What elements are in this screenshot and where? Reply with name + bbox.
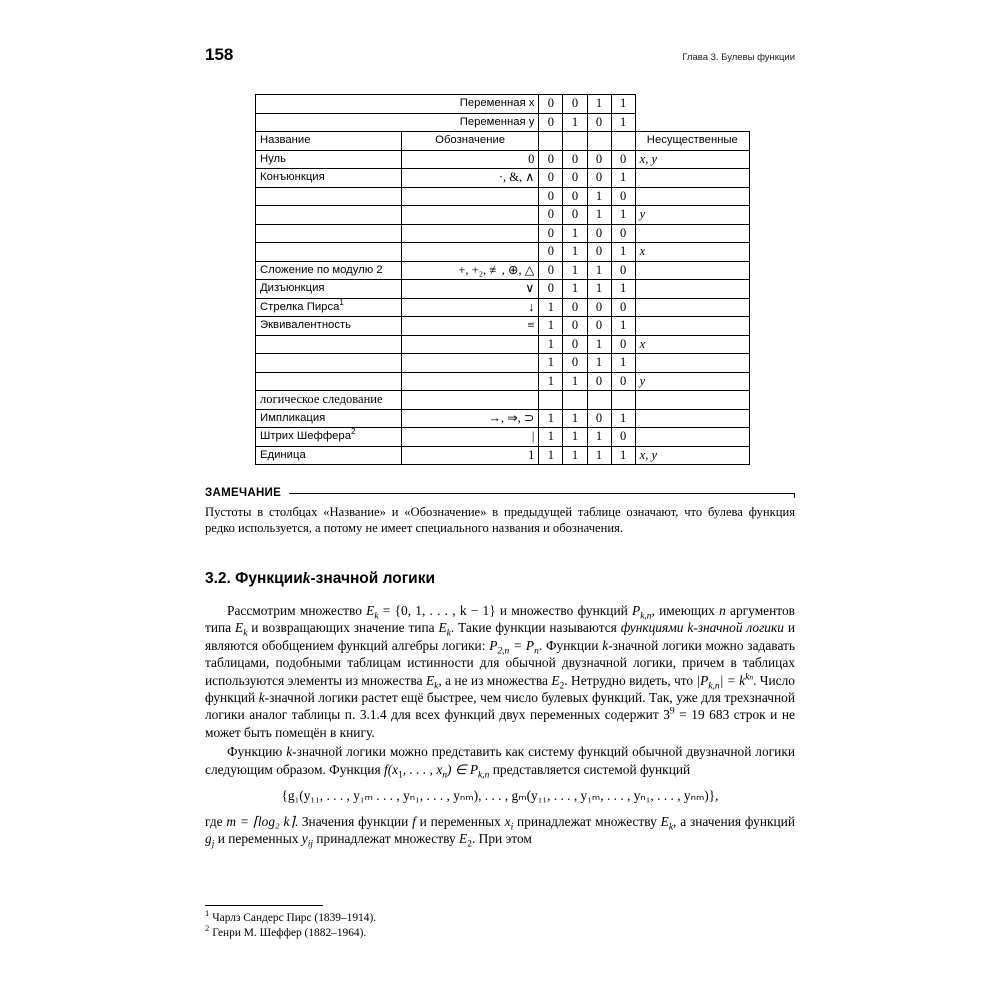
nonessential-vars bbox=[635, 261, 749, 280]
footnote-number: 2 bbox=[205, 923, 210, 934]
function-designation bbox=[401, 206, 539, 225]
paragraph-1 bbox=[205, 602, 795, 741]
math-sub: n bbox=[534, 646, 539, 657]
function-name bbox=[256, 243, 402, 262]
function-designation bbox=[401, 224, 539, 243]
function-name: Эквивалентность bbox=[256, 317, 402, 336]
remark-block bbox=[205, 487, 795, 536]
footnote-marker-2: 2 bbox=[350, 427, 356, 437]
footnote-text: Генри М. Шеффер (1882–1964). bbox=[212, 927, 367, 939]
math-run: , . . . , x bbox=[402, 761, 443, 777]
header-variable-x: Переменная x bbox=[256, 95, 539, 114]
math-sub: 2 bbox=[559, 681, 565, 692]
table-row bbox=[256, 354, 750, 373]
value-bit: 1 bbox=[611, 409, 635, 428]
function-name bbox=[256, 224, 402, 243]
text-run: . Число функций bbox=[205, 672, 795, 706]
math-run: = 19 683 bbox=[674, 707, 730, 723]
function-name: Нуль bbox=[256, 150, 402, 169]
math-sup: k bbox=[745, 672, 750, 683]
value-bit: 0 bbox=[611, 261, 635, 280]
value-bit: 0 bbox=[563, 317, 587, 336]
value-bit: 0 bbox=[539, 261, 563, 280]
remark-header bbox=[205, 487, 795, 499]
value-bit bbox=[611, 391, 635, 410]
var-x-bit: 0 bbox=[539, 95, 563, 114]
value-bit: 0 bbox=[611, 187, 635, 206]
table-row bbox=[256, 446, 750, 465]
text-run: где bbox=[205, 814, 227, 830]
math-sub: k bbox=[446, 629, 451, 640]
value-bit: 0 bbox=[611, 224, 635, 243]
value-bit: 1 bbox=[587, 261, 611, 280]
value-bit: 1 bbox=[539, 354, 563, 373]
paragraph-3 bbox=[205, 813, 795, 851]
math-sub: i bbox=[510, 822, 514, 833]
section-title-after: -значной логики bbox=[310, 570, 435, 587]
function-name: Конъюнкция bbox=[256, 169, 402, 188]
math-run: E bbox=[551, 672, 560, 688]
math-run: m = ⌈log₂ k⌉ bbox=[226, 814, 295, 830]
value-bit: 1 bbox=[587, 335, 611, 354]
text-run: Рассмотрим множество bbox=[227, 603, 367, 618]
value-bit: 1 bbox=[587, 354, 611, 373]
math-sub: 2 bbox=[467, 840, 472, 851]
function-designation: ∨ bbox=[401, 280, 539, 299]
nonessential-vars bbox=[635, 428, 749, 447]
nonessential-vars: y bbox=[635, 206, 749, 225]
math-run: k bbox=[286, 744, 293, 760]
math-sub: k bbox=[243, 629, 248, 640]
value-bit: 0 bbox=[539, 169, 563, 188]
value-bit: 0 bbox=[563, 169, 587, 188]
spacer-cell bbox=[563, 132, 587, 151]
table-row bbox=[256, 317, 750, 336]
function-designation: 0 bbox=[401, 150, 539, 169]
value-bit: 1 bbox=[539, 372, 563, 391]
value-bit: 0 bbox=[611, 372, 635, 391]
table-row bbox=[256, 206, 750, 225]
nonessential-vars: x bbox=[635, 335, 749, 354]
math-run: E bbox=[366, 603, 375, 618]
spacer-cell bbox=[611, 132, 635, 151]
value-bit: 0 bbox=[611, 298, 635, 317]
footnote-separator bbox=[205, 905, 323, 906]
value-bit: 1 bbox=[587, 280, 611, 299]
text-run: и возвращающих значение типа bbox=[247, 620, 439, 636]
value-bit: 0 bbox=[539, 224, 563, 243]
math-sub: k bbox=[434, 681, 439, 692]
math-run: g bbox=[205, 831, 212, 847]
text-run: . Значения функции bbox=[294, 814, 413, 830]
section-title-italic: k bbox=[302, 570, 311, 587]
function-name-text: Штрих Шеффера bbox=[260, 430, 351, 442]
math-run: x bbox=[504, 814, 511, 830]
function-designation: ≡ bbox=[401, 317, 539, 336]
nonessential-vars bbox=[635, 169, 749, 188]
text-run: Функцию bbox=[227, 744, 287, 760]
function-name: Единица bbox=[256, 446, 402, 465]
chapter-title: Глава 3. Булевы функции bbox=[682, 52, 795, 63]
var-y-bit: 0 bbox=[587, 113, 611, 132]
value-bit: 0 bbox=[587, 409, 611, 428]
text-run: строк и не может быть помещён в книгу. bbox=[205, 707, 795, 740]
function-name bbox=[256, 428, 402, 447]
value-bit: 1 bbox=[611, 317, 635, 336]
table-row bbox=[256, 428, 750, 447]
value-bit: 1 bbox=[563, 280, 587, 299]
math-run: |P bbox=[696, 672, 709, 688]
math-sub: k,n bbox=[478, 770, 490, 781]
nonessential-vars: x bbox=[635, 243, 749, 262]
value-bit: 0 bbox=[539, 206, 563, 225]
function-designation: | bbox=[401, 428, 539, 447]
text-run: и переменных bbox=[214, 831, 302, 847]
text-run: . Нетрудно видеть, что bbox=[564, 672, 697, 688]
section-number: 3.2. bbox=[205, 570, 231, 587]
value-bit: 0 bbox=[563, 206, 587, 225]
header-variable-y: Переменная y bbox=[256, 113, 539, 132]
nonessential-vars: x, y bbox=[635, 446, 749, 465]
table-row bbox=[256, 280, 750, 299]
math-run: ) ∈ P bbox=[447, 761, 479, 777]
function-name bbox=[256, 187, 402, 206]
math-run: E bbox=[459, 831, 468, 847]
nonessential-vars: y bbox=[635, 372, 749, 391]
text-run: -значной логики можно представить как систему функций обычной двузначной логики следующим образом. Функция bbox=[205, 744, 795, 777]
text-run: , имеющих bbox=[651, 603, 720, 618]
value-bit: 0 bbox=[539, 150, 563, 169]
value-bit: 1 bbox=[563, 261, 587, 280]
value-bit: 0 bbox=[587, 169, 611, 188]
nonessential-vars: x, y bbox=[635, 150, 749, 169]
value-bit: 0 bbox=[587, 243, 611, 262]
value-bit: 0 bbox=[563, 187, 587, 206]
function-name: Дизъюнкция bbox=[256, 280, 402, 299]
value-bit: 1 bbox=[611, 243, 635, 262]
function-designation bbox=[401, 391, 539, 410]
function-name bbox=[256, 298, 402, 317]
math-run: y bbox=[301, 831, 308, 847]
function-designation: ·, &, ∧ bbox=[401, 169, 539, 188]
value-bit: 1 bbox=[611, 280, 635, 299]
table-header-row bbox=[256, 132, 750, 151]
function-designation bbox=[401, 372, 539, 391]
math-sub: 2,n bbox=[497, 646, 510, 657]
function-designation: +, +₂, ≢, ⊕, △ bbox=[401, 261, 539, 280]
footnote-number: 1 bbox=[205, 908, 210, 919]
function-designation: →, ⇒, ⊃ bbox=[401, 409, 539, 428]
value-bit: 1 bbox=[563, 446, 587, 465]
emphasis-term: функциями k-значной логики bbox=[620, 620, 784, 636]
math-sub: k,n bbox=[640, 611, 652, 622]
function-name: Сложение по модулю 2 bbox=[256, 261, 402, 280]
text-run: . Функции bbox=[538, 637, 603, 653]
boolean-functions-table bbox=[255, 94, 750, 465]
math-sub: k bbox=[374, 611, 379, 622]
footnote-item bbox=[205, 923, 795, 941]
nonessential-vars bbox=[635, 354, 749, 373]
table-body bbox=[256, 95, 750, 465]
math-run: 3 bbox=[663, 707, 670, 723]
math-run: k bbox=[602, 637, 609, 653]
value-bit: 1 bbox=[539, 335, 563, 354]
value-bit: 0 bbox=[563, 335, 587, 354]
table-row bbox=[256, 224, 750, 243]
math-sup: n bbox=[749, 672, 754, 682]
column-header-name: Название bbox=[256, 132, 402, 151]
value-bit: 0 bbox=[587, 224, 611, 243]
text-run: принадлежат множеству bbox=[312, 831, 460, 847]
math-run: E bbox=[425, 672, 435, 688]
function-name: логическое следование bbox=[256, 391, 402, 410]
value-bit: 1 bbox=[563, 224, 587, 243]
table-row bbox=[256, 243, 750, 262]
column-header-nonessential: Несущественные bbox=[635, 132, 749, 151]
value-bit: 1 bbox=[611, 169, 635, 188]
table-row bbox=[256, 372, 750, 391]
math-sub: k,n bbox=[708, 681, 720, 692]
function-name bbox=[256, 335, 402, 354]
math-run: f bbox=[412, 814, 416, 830]
var-x-bit: 0 bbox=[563, 95, 587, 114]
section-heading bbox=[205, 570, 795, 588]
function-designation bbox=[401, 335, 539, 354]
math-sub: n bbox=[442, 770, 448, 781]
value-bit bbox=[587, 391, 611, 410]
var-x-bit: 1 bbox=[587, 95, 611, 114]
math-run: E bbox=[660, 814, 669, 830]
footnote-item bbox=[205, 908, 795, 926]
value-bit: 0 bbox=[611, 428, 635, 447]
value-bit: 0 bbox=[587, 150, 611, 169]
function-name bbox=[256, 372, 402, 391]
text-run: -значной логики можно задавать таблицами, подобными таблицам истинности для обычной двузначной логики, причем в таблицах используются элементы из множества bbox=[205, 637, 795, 688]
text-run: принадлежат множеству bbox=[513, 814, 661, 830]
value-bit: 1 bbox=[587, 187, 611, 206]
table-row bbox=[256, 335, 750, 354]
spacer-cell bbox=[539, 132, 563, 151]
text-run: -значной логики растет ещё быстрее, чем число булевых функций. Так, уже для трехзначной логики аналог таблицы п. 3.1.4 для всех функций двух переменных содержит bbox=[205, 690, 795, 723]
math-run: E bbox=[235, 620, 244, 636]
display-formula: {g₁(y₁₁, . . . , y₁ₘ . . . , yₙ₁, . . . , yₙₘ), . . . , gₘ(y₁₁, . . . , y₁ₘ, . . . , yₙ₁, . . . , yₙₘ)}, bbox=[281, 788, 719, 804]
nonessential-vars bbox=[635, 280, 749, 299]
text-run: и являются обобщением функций алгебры логики: bbox=[205, 620, 795, 653]
math-run: = P bbox=[509, 637, 535, 653]
nonessential-vars bbox=[635, 317, 749, 336]
nonessential-vars bbox=[635, 187, 749, 206]
text-run: и переменных bbox=[415, 814, 505, 830]
spacer-cell bbox=[587, 132, 611, 151]
table-row-var-x bbox=[256, 95, 750, 114]
var-y-bit: 0 bbox=[539, 113, 563, 132]
function-designation: 1 bbox=[401, 446, 539, 465]
empty-corner-cell bbox=[635, 113, 749, 132]
math-run: E bbox=[438, 620, 447, 636]
value-bit: 0 bbox=[587, 372, 611, 391]
table-row bbox=[256, 409, 750, 428]
function-name bbox=[256, 206, 402, 225]
math-run: n bbox=[719, 603, 726, 618]
function-designation bbox=[401, 243, 539, 262]
value-bit: 1 bbox=[587, 206, 611, 225]
value-bit bbox=[563, 391, 587, 410]
table-row bbox=[256, 187, 750, 206]
function-name-text: Стрелка Пирса bbox=[260, 300, 340, 313]
table-row bbox=[256, 150, 750, 169]
nonessential-vars bbox=[635, 298, 749, 317]
table-row bbox=[256, 169, 750, 188]
remark-text: Пустоты в столбцах «Название» и «Обозначение» в предыдущей таблице означают, что булева функция редко используется, а потому не имеет специального названия и обозначения. bbox=[205, 505, 795, 535]
value-bit: 1 bbox=[587, 446, 611, 465]
value-bit: 0 bbox=[611, 150, 635, 169]
empty-corner-cell bbox=[635, 95, 749, 114]
value-bit: 0 bbox=[611, 335, 635, 354]
table-row bbox=[256, 261, 750, 280]
value-bit: 1 bbox=[563, 409, 587, 428]
column-header-designation: Обозначение bbox=[401, 132, 539, 151]
value-bit: 1 bbox=[539, 446, 563, 465]
math-sup: 9 bbox=[669, 706, 675, 717]
math-sub: 1 bbox=[398, 770, 403, 781]
page-content bbox=[205, 45, 795, 850]
math-run: = {0, 1, . . . , k − 1} bbox=[378, 603, 496, 618]
value-bit: 0 bbox=[539, 187, 563, 206]
function-name: Импликация bbox=[256, 409, 402, 428]
value-bit: 1 bbox=[539, 428, 563, 447]
text-run: , а не из множества bbox=[438, 672, 552, 688]
value-bit: 0 bbox=[539, 243, 563, 262]
value-bit: 0 bbox=[587, 298, 611, 317]
text-run: . Такие функции называются bbox=[450, 620, 621, 636]
running-head bbox=[205, 45, 795, 71]
value-bit: 1 bbox=[611, 446, 635, 465]
nonessential-vars bbox=[635, 224, 749, 243]
function-designation bbox=[401, 187, 539, 206]
var-x-bit: 1 bbox=[611, 95, 635, 114]
paragraph-2 bbox=[205, 743, 795, 781]
value-bit: 0 bbox=[587, 317, 611, 336]
value-bit: 1 bbox=[563, 372, 587, 391]
math-sub: k bbox=[668, 822, 674, 833]
math-sub: j bbox=[211, 840, 215, 851]
math-run: P bbox=[489, 637, 498, 653]
value-bit: 1 bbox=[539, 317, 563, 336]
value-bit bbox=[539, 391, 563, 410]
var-y-bit: 1 bbox=[611, 113, 635, 132]
math-run: P bbox=[632, 603, 641, 618]
section-title-before: Функции bbox=[235, 570, 303, 587]
value-bit: 1 bbox=[563, 243, 587, 262]
value-bit: 1 bbox=[587, 428, 611, 447]
footnote-text: Чарлз Сандерс Пирс (1839–1914). bbox=[212, 912, 377, 924]
value-bit: 0 bbox=[563, 150, 587, 169]
var-y-bit: 1 bbox=[563, 113, 587, 132]
nonessential-vars bbox=[635, 391, 749, 410]
footnote-marker-1: 1 bbox=[339, 297, 344, 307]
remark-rule bbox=[289, 493, 795, 494]
page-number: 158 bbox=[205, 45, 234, 64]
value-bit: 1 bbox=[539, 298, 563, 317]
remark-title: ЗАМЕЧАНИЕ bbox=[205, 487, 282, 499]
math-run: k bbox=[258, 690, 265, 706]
value-bit: 1 bbox=[539, 409, 563, 428]
value-bit: 1 bbox=[611, 354, 635, 373]
value-bit: 0 bbox=[563, 298, 587, 317]
text-run: аргументов типа bbox=[205, 603, 795, 636]
table-row bbox=[256, 391, 750, 410]
value-bit: 1 bbox=[563, 428, 587, 447]
text-run: и множество функций bbox=[495, 603, 633, 618]
function-name bbox=[256, 354, 402, 373]
math-run: f(x bbox=[383, 761, 399, 777]
footnotes-area bbox=[205, 905, 795, 941]
table-row bbox=[256, 298, 750, 317]
text-run: , а значения функций bbox=[673, 814, 795, 830]
truth-table-wrapper bbox=[255, 94, 750, 465]
text-run: . При этом bbox=[471, 831, 532, 847]
value-bit: 0 bbox=[563, 354, 587, 373]
text-run: представляется системой функций bbox=[489, 761, 691, 777]
function-designation: ↓ bbox=[401, 298, 539, 317]
value-bit: 0 bbox=[539, 280, 563, 299]
function-designation bbox=[401, 354, 539, 373]
table-row-var-y bbox=[256, 113, 750, 132]
value-bit: 1 bbox=[611, 206, 635, 225]
nonessential-vars bbox=[635, 409, 749, 428]
math-sub: ij bbox=[307, 840, 313, 851]
math-run: | = k bbox=[719, 672, 746, 688]
